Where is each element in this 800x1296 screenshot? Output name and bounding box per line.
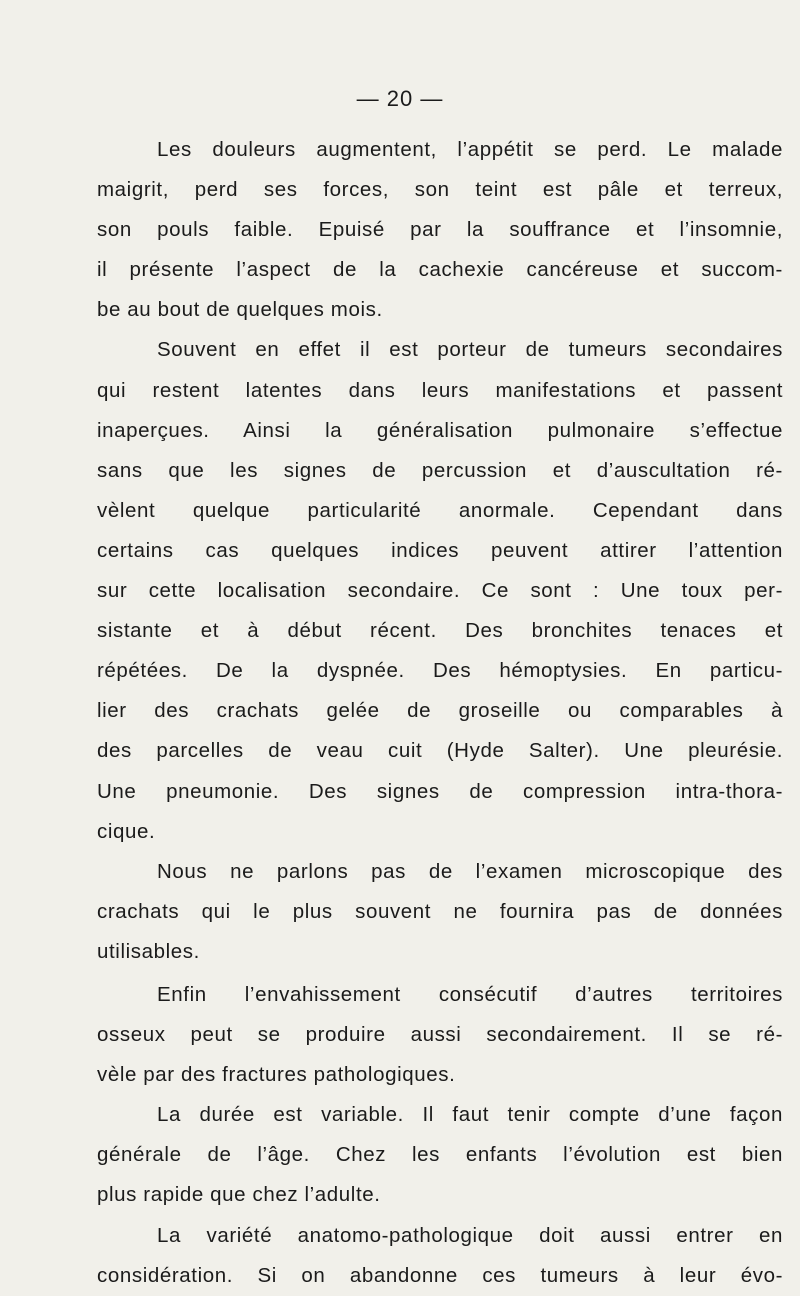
text-line: Les douleurs augmentent, l’appétit se perd. Le malade — [157, 138, 783, 161]
text-line: osseux peut se produire aussi secondairement. Il se ré- — [97, 1023, 783, 1047]
paragraph — [97, 1095, 783, 1215]
text-line: son pouls faible. Epuisé par la souffrance et l’insomnie, — [97, 218, 783, 242]
text-line: vèlent quelque particularité anormale. Cependant dans — [97, 498, 783, 522]
text-line: il présente l’aspect de la cachexie cancéreuse et succom- — [97, 258, 783, 282]
text-line: crachats qui le plus souvent ne fournira pas de données — [97, 899, 783, 923]
text-line: inaperçues. Ainsi la généralisation pulmonaire s’effectue — [97, 418, 783, 442]
text-line: vèle par des fractures pathologiques. — [97, 1063, 456, 1087]
paragraph — [97, 130, 783, 330]
text-line: qui restent latentes dans leurs manifestations et passent — [97, 378, 783, 402]
text-line: cique. — [97, 819, 156, 843]
page-number: — 20 — — [356, 86, 444, 111]
text-line: utilisables. — [97, 939, 200, 963]
text-line: sur cette localisation secondaire. Ce sont : Une toux per- — [97, 579, 783, 603]
text-line: maigrit, perd ses forces, son teint est pâle et terreux, — [97, 178, 783, 202]
text-line: Nous ne parlons pas de l’examen microscopique des — [157, 859, 783, 883]
text-line: Une pneumonie. Des signes de compression intra-thora- — [97, 779, 783, 803]
text-line: répétées. De la dyspnée. Des hémoptysies. En particu- — [97, 659, 783, 683]
text-line: certains cas quelques indices peuvent attirer l’attention — [97, 538, 783, 562]
text-line: des parcelles de veau cuit (Hyde Salter). Une pleurésie. — [97, 739, 783, 763]
text-line: be au bout de quelques mois. — [97, 298, 383, 322]
text-line: plus rapide que chez l’adulte. — [97, 1183, 381, 1207]
paragraph — [97, 975, 783, 1095]
text-line: La durée est variable. Il faut tenir compte d’une façon — [157, 1103, 783, 1127]
text-line: sans que les signes de percussion et d’auscultation ré- — [97, 458, 783, 482]
text-line: Souvent en effet il est porteur de tumeurs secondaires — [157, 338, 783, 362]
text-line: La variété anatomo-pathologique doit aussi entrer en — [157, 1223, 783, 1247]
paragraph — [97, 330, 783, 851]
text-line: sistante et à début récent. Des bronchites tenaces et — [97, 619, 783, 643]
text-line: lier des crachats gelée de groseille ou comparables à — [97, 699, 783, 723]
text-line: Enfin l’envahissement consécutif d’autres territoires — [157, 982, 783, 1006]
text-line: générale de l’âge. Chez les enfants l’évolution est bien — [97, 1143, 783, 1167]
body-text — [97, 130, 783, 1296]
text-line: considération. Si on abandonne ces tumeurs à leur évo- — [97, 1263, 783, 1287]
paragraph — [97, 1216, 783, 1296]
paragraph — [97, 852, 783, 972]
